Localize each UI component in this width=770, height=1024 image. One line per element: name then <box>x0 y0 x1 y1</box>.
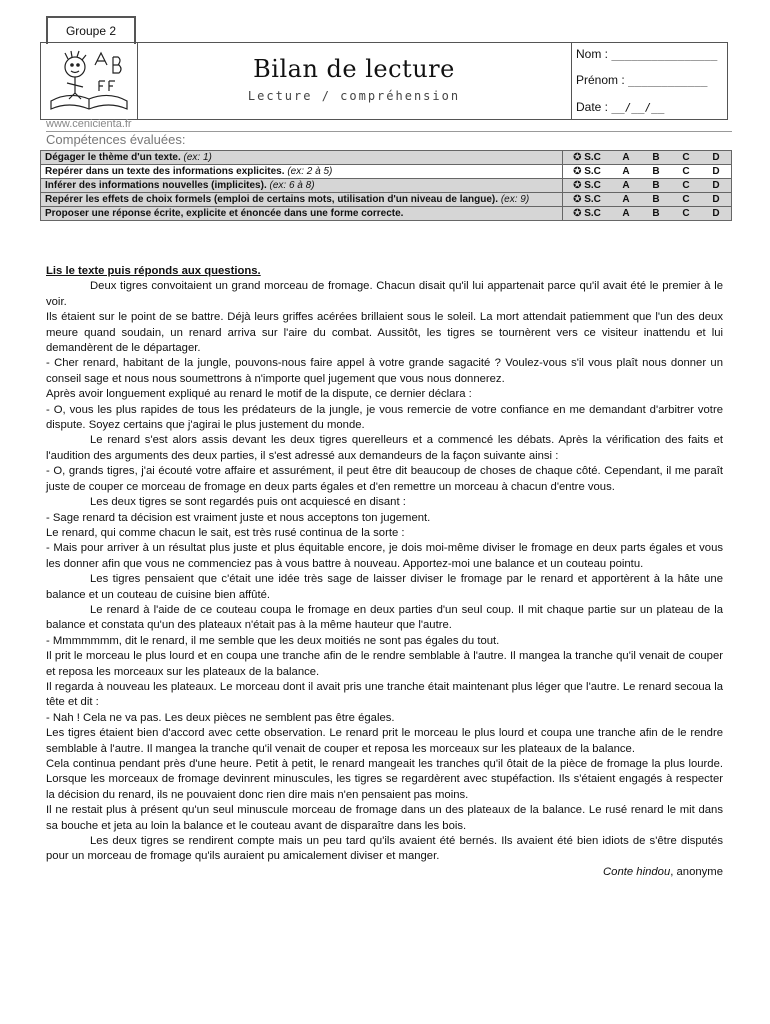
grade-option[interactable]: A <box>611 207 641 221</box>
competences-table <box>40 150 732 221</box>
title-block <box>138 43 570 119</box>
text-paragraph: - Nah ! Cela ne va pas. Les deux pièces ne semblent pas être égales. <box>46 711 395 724</box>
firstname-field[interactable]: Prénom : ____________ <box>576 73 708 87</box>
text-paragraph: Le renard s'est alors assis devant les deux tigres querelleurs et a commencé les débats. Après la vérification des faits et l'audition des arguments des deux parties, il s'est adressé aux demandeurs de la façon suivante ainsi : <box>46 434 723 462</box>
child-reading-icon <box>41 43 137 119</box>
text-paragraph: - Cher renard, habitant de la jungle, pouvons-nous faire appel à votre grande sagacité ? Voulez-vous s'il vous plaît nous donner un conseil sage et nous nous soumettrons à n'importe quel jugement que vous nous donnerez. <box>46 357 723 385</box>
grade-option[interactable]: B <box>641 179 671 193</box>
text-paragraph: Il ne restait plus à présent qu'un seul minuscule morceau de fromage dans un des plateaux de la balance. Le rusé renard le mit dans sa bouche et jeta au loin la balance et le couteau avant de disparaître dans les bois. <box>46 804 723 832</box>
grade-option[interactable]: C <box>671 193 701 207</box>
grade-option[interactable]: A <box>611 193 641 207</box>
text-paragraph: Il regarda à nouveau les plateaux. Le morceau dont il avait pris une tranche était maintenant plus léger que l'autre. Le renard secoua la tête et dit : <box>46 680 723 709</box>
text-paragraph: Deux tigres convoitaient un grand morceau de fromage. Chacun disait qu'il lui appartenait parce qu'il avait été le premier à le voir. <box>46 280 723 308</box>
grade-option[interactable]: B <box>641 193 671 207</box>
text-paragraph: - O, vous les plus rapides de tous les prédateurs de la jungle, je vous remercie de votre confiance en me demandant d'arbitrer votre dispute. Soyez certains que j'agirai le plus justement du monde. <box>46 403 723 432</box>
text-paragraph: Les deux tigres se rendirent compte mais un peu tard qu'ils avaient été bernés. Ils avaient été bien idiots de s'être disputés pour un morceau de fromage qu'ils auraient pu amicalement diviser et manger. <box>46 835 723 863</box>
grade-option[interactable]: C <box>671 165 701 179</box>
text-paragraph: - Sage renard ta décision est vraiment juste et nous acceptons ton jugement. <box>46 511 431 524</box>
competence-label: Repérer dans un texte des informations explicites. (ex: 2 à 5) <box>41 165 563 179</box>
grade-option[interactable]: ✪ S.C <box>563 151 612 165</box>
text-paragraph: Cela continua pendant près d'une heure. Petit à petit, le renard mangeait les tranches qu'il ôtait de la pièce de fromage la plus lourde. Lorsque les morceaux de fromage devinrent minuscules, les tigres se regardèrent avec stupéfaction. Ils s'étaient engagés à respecter la décision du renard, ils ne pouvaient donc rien dire mais n'en pensaient pas moins. <box>46 758 723 801</box>
instruction: Lis le texte puis réponds aux questions. <box>46 265 261 277</box>
grade-option[interactable]: B <box>641 207 671 221</box>
grade-option[interactable]: ✪ S.C <box>563 193 612 207</box>
grade-option[interactable]: D <box>701 151 732 165</box>
source: Conte hindou, anonyme <box>603 865 723 878</box>
competence-row <box>41 179 732 193</box>
competence-row <box>41 165 732 179</box>
identity-fields <box>571 43 728 119</box>
header <box>40 42 728 120</box>
grade-option[interactable]: A <box>611 165 641 179</box>
competence-row <box>41 193 732 207</box>
text-paragraph: Le renard, qui comme chacun le sait, est très rusé continua de la sorte : <box>46 526 405 539</box>
text-paragraph: Il prit le morceau le plus lourd et en coupa une tranche afin de le rendre semblable à l'autre. Il mangea la tranche qu'il venait de couper et reposa les morceaux sur les plateaux de la balance. <box>46 650 723 678</box>
grade-option[interactable]: D <box>701 165 732 179</box>
group-label: Groupe 2 <box>46 16 136 44</box>
grade-option[interactable]: B <box>641 151 671 165</box>
date-field[interactable]: Date : __/__/__ <box>576 100 665 114</box>
name-field[interactable]: Nom : ________________ <box>576 47 718 61</box>
grade-option[interactable]: D <box>701 179 732 193</box>
page-subtitle: Lecture / compréhension <box>247 89 461 103</box>
text-paragraph: - O, grands tigres, j'ai écouté votre affaire et assurément, il peut être dit beaucoup de choses de chaque côté. Cependant, il me paraît juste de couper ce morceau de fromage en deux parts égales et d'en remettre un morceau à chacun d'entre vous. <box>46 465 723 493</box>
text-paragraph: Les tigres pensaient que c'était une idée très sage de laisser diviser le fromage par le renard et apportèrent à la hâte une balance et un couteau de cuisine bien affûté. <box>46 573 723 601</box>
competence-row <box>41 151 732 165</box>
text-paragraph: Après avoir longuement expliqué au renard le motif de la dispute, ce dernier déclara : <box>46 388 472 401</box>
page-title: Bilan de lecture <box>253 55 455 83</box>
competence-label: Proposer une réponse écrite, explicite et énoncée dans une forme correcte. <box>41 207 563 221</box>
grade-option[interactable]: A <box>611 151 641 165</box>
competence-label: Inférer des informations nouvelles (implicites). (ex: 6 à 8) <box>41 179 563 193</box>
grade-option[interactable]: D <box>701 193 732 207</box>
grade-option[interactable]: C <box>671 207 701 221</box>
logo <box>41 43 138 119</box>
text-paragraph: - Mmmmmmm, dit le renard, il me semble que les deux moitiés ne sont pas égales du tout. <box>46 634 500 647</box>
grade-option[interactable]: ✪ S.C <box>563 165 612 179</box>
grade-option[interactable]: C <box>671 179 701 193</box>
grade-option[interactable]: C <box>671 151 701 165</box>
site-url: www.cenicienta.fr <box>46 118 132 130</box>
grade-option[interactable]: ✪ S.C <box>563 179 612 193</box>
grade-option[interactable]: A <box>611 179 641 193</box>
text-paragraph: - Mais pour arriver à un résultat plus juste et plus équitable encore, je dois moi-même diviser le fromage en deux parts égales et vous les donner afin que vous ne commenciez pas à vous battre à nouveau. Apportez-moi une balance et un couteau pointu. <box>46 542 723 570</box>
text-paragraph: Ils étaient sur le point de se battre. Déjà leurs griffes acérées brillaient sous le soleil. La mort attendait patiemment que l'un des deux meure quand soudain, un renard arriva sur l'aire du combat. Aussitôt, les tigres se tournèrent vers ce visiteur inattendu et lui demandèrent de le départager. <box>46 311 723 355</box>
grade-option[interactable]: B <box>641 165 671 179</box>
text-paragraph: Le renard à l'aide de ce couteau coupa le fromage en deux parties d'un seul coup. Il mit chaque partie sur un plateau de la balance et constata qu'un des plateaux n'était pas à la même hauteur que l'autre. <box>46 603 723 632</box>
competence-label: Dégager le thème d'un texte. (ex: 1) <box>41 151 563 165</box>
text-paragraph: Les tigres étaient bien d'accord avec cette observation. Le renard prit le morceau le plus lourd et coupa une tranche afin de le rendre semblable à l'autre. Il mangea la tranche qu'il venait de couper et reposa les morceaux sur les plateaux de la balance. <box>46 727 723 755</box>
text-paragraph: Les deux tigres se sont regardés puis ont acquiescé en disant : <box>90 496 406 509</box>
grade-option[interactable]: D <box>701 207 732 221</box>
competence-row <box>41 207 732 221</box>
reading-text <box>46 264 723 880</box>
competence-label: Repérer les effets de choix formels (emploi de certains mots, utilisation d'un niveau de langue). (ex: 9) <box>41 193 563 207</box>
grade-option[interactable]: ✪ S.C <box>563 207 612 221</box>
competences-title: Compétences évaluées: <box>46 131 732 147</box>
